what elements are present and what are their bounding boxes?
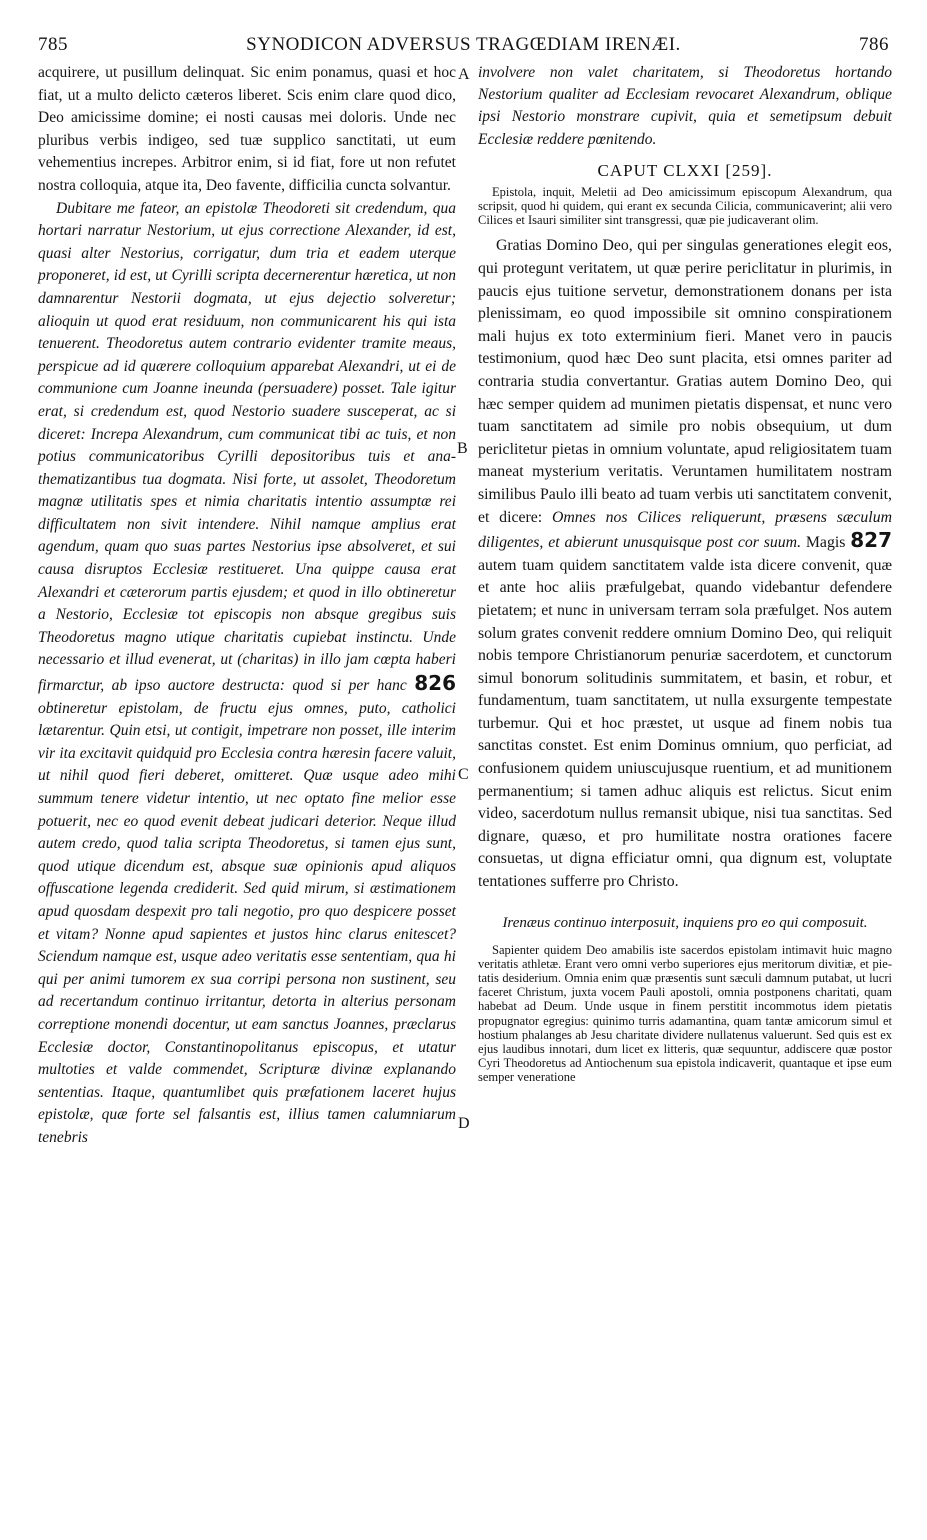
left-column — [38, 62, 456, 1150]
commentary-paragraph: Sapienter quidem Deo amabilis iste sacerdos epistolam intimavit huic magno veritatis athletæ. Erant vero omni verbo superiores ejus meritorum divitiæ, et pietatis desiderium. Omnia enim quæ præsentis sunt sæculi damnum putabat, ut lucri faceret Christum, juxta vocem Pauli apostoli, omnia postponens charitati, quam habebat ad Deum. Unde usque in finem perstitit incommotus idem pietatis propugnator egregius: quinimo turris adamantina, quam tantæ amicorum simul et hostium phalanges ab Jesu charitate dividere nullatenus valuerunt. Sed quis est ex ejus laudibus innotari, dum licet ex litteris, quæ sequuntur, addiscere quæ postor Cyri Theodoretus ad Antiochenum sua epistola indicaverit, quantaque et ipse eum semper veneratione — [478, 942, 892, 1085]
letter-body-part-2: autem tuam quidem sanctitatem valde ista dicere convenit, quæ et ante hoc aliis præfulgebat, quando videbantur defendere pietatem; et nunc in universam terram sola præfulget. Nos autem solum grates convenit reddere omnium Domino Deo, qui reliquit nobis tempore Christianorum penuriæ sacerdotem, et cunctorum simul bonorum solitudinis summitatem, et basin, et robur, et fundamentum, tuam sanctitatem, ut nulla exsurgente tempestate turbemur. Qui et hoc præstet, ut usque ad finem nobis tua sanctitas constet. Est enim Dominus omnium, quo perficiat, ad confusionem quidem uniuscujusque ruentium, et ad munitionem permanentium; si tamen adhuc aliquis est relictus. Sicut enim video, sacerdotum nullus remansit ubique, nisi tua sanctitas. Sed dignare, quæso, et pro humilitate nostra orationes facere consuetas, ut digna efficiatur omni, qua dignum est, voluptate tentationes sufferre pro Christo. — [478, 556, 892, 891]
chapter-summary — [478, 185, 892, 228]
letter-magis: Magis — [805, 534, 846, 552]
right-paragraph-top: involvere non valet charitatem, si Theodoretus hortando Nestorium qualiter ad Ecclesiam revocaret Alexandrum, oblique ipsi Nestorio monstrare cupivit, quia et semetipsum debuit Ecclesiæ reddere pœnitendo. — [478, 64, 892, 148]
column-number-827: 827 — [850, 528, 892, 553]
margin-letter-c: C — [458, 766, 469, 783]
running-header — [30, 34, 897, 56]
summary-lead: Epistola, inquit, — [492, 184, 575, 199]
letter-body — [478, 235, 892, 893]
page-number-right: 786 — [859, 34, 889, 55]
letter-quote: Omnes nos Cilices reliquerunt, præsens sæculum diligentes, et abierunt unusquisque post cor suum. — [478, 508, 892, 552]
letter-body-part-1: Gratias Domino Deo, qui per singulas generationes elegit eos, qui protegunt veritatem, ut quæ perire periclitatur in plurimis, in paucis ejus tuitione servetur, demonstrationem donans per ista plenissimam, eo quod impossibile sit omnino conspirationem mali hujus ex toto exterminium fieri. Manet vero in paucis testimonium, quod hæc Deo sunt placita, etsi omnes pariter ad contraria studia convertantur. Gratias autem Domino Deo, qui hæc semper quidem ad munimen pietatis dispensat, et nunc vero tuam sanctitatem ad simile pro nobis obsequium, ut dum periclitetur pietas in omnium voluntate, apud religiositatem tuam maneat mysterium veritatis. Veruntamen humilitatem nostram similibus Paulo illi beato ad tuam verbis uti sanctitatem convenit, et dicere: — [478, 237, 892, 526]
margin-letter-a: A — [458, 66, 470, 83]
page-number-left: 785 — [38, 34, 68, 55]
left-paragraph-2 — [38, 198, 456, 1150]
right-column — [478, 62, 892, 1085]
running-title: SYNODICON ADVERSUS TRAGŒDIAM IRENÆI. — [246, 34, 681, 55]
summary-text: Meletii ad Deo amicissimum episcopum Alexandrum, qua scripsit, quod hi quidem, qui erant ex secunda Cilicia, communicaverint; alii vero Cilices et Isauri similiter sint transgressi, quæ pie judicaverant olim. — [478, 184, 893, 228]
margin-letter-b: B — [457, 440, 468, 457]
column-number-826: 826 — [414, 671, 457, 696]
left-paragraph-2-part-1: Dubitare me fateor, an epistolæ Theodoreti sit credendum, qua hortari narratur Nestorium, ut ejus correctione Alexander, id est, quasi alter Nestorius, corrigatur, dum tria et eadem uterque proponeret, id est, ut Cyrilli scripta decernerentur hæretica, ut non damnarentur Nestorii dogmata, ut ejus dejectio solveretur; alioquin ut quod erat residuum, non communicarent his qui ista tenuerent. Theodoretus autem contrario evidenter tramite meaus, perspicue ad id quærere colloquium apparebat Alexandri, ut ei de communione cum Joanne ineunda (persuadere) posset. Tale igitur erat, si credendum est, quod Nestorio suadere susceperat, ac si diceret: Increpa Alexandrum, cum communicat tibi ac tuis, et non potius communicatoribus Cyrilli depositoribus tuis et anathematizantibus tua dogmata. Nisi forte, ut assolet, Theodoretum magnæ utilitatis spes et nimia charitatis intentio assumptæ rei difficultatem non sivit intendere. Nihil namque amplius erat agendum, quam quo suas partes Nestorius ipse absolveret, et sui causa disruptos Ecclesiæ restitueret. Una quippe causa erat Alexandri et cæterorum partis ejusdem; et quod in illo obtineretur a Nestorio, Ecclesiæ tot episcopis non absque gregibus suis Theodoretus magno utique charitatis cupiebat instinctu. Unde necessario et illud evenerat, ut (charitas) in illo jam cœpta haberi firmarctur, ab ipso auctore destructa: quod si per hanc — [38, 199, 456, 695]
left-paragraph-1: acquirere, ut pusillum delinquat. Sic enim ponamus, quasi et hoc fiat, ut a multo delicto cæteros liberet. Scis enim clare quod dico, Deo amicissime domine; ei nosti causas mei doloris. Unde nec pluribus verbis indigeo, sed tuæ supplico sanctitati, ut eum vehementius increpes. Arbitror enim, si id fiat, fore ut non refutet nostra colloquia, atque ita, Deo favente, difficilia cuncta solvantur. — [38, 64, 456, 194]
margin-letter-d: D — [458, 1115, 470, 1132]
left-paragraph-2-part-2: obtineretur epistolam, de fructu ejus omnes, puto, catholici lætarentur. Quin etsi, ut contigit, impetrare non posset, ille interim vir ita excitavit quidquid pro Ecclesia contra hæresin facere valuit, ut nihil quod fieri deberet, omitteret. Quæ usque adeo mihi summum tenere videtur intentio, ut nec optato fine melior esse potuerit, nec eo quod evenit debeat judicari deterior. Neque illud autem credo, quod talia scripta Theodoretus, si tamen ejus sunt, quod utique dicendum est, absque suæ opinionis apud aliquos offuscatione legenda crediderit. Sed quid mirum, si æstimationem apud quosdam despexit pro tali negotio, pro quo despicere posset et vitam? Nonne apud sapientes et justos hinc clarus enitescet? Sciendum namque est, usque adeo veritatis esse sententiam, qua hi qui per animi tumorem ex sua corripi persona non sustinent, seu ad recertandum continuo irritantur, detorta in alterius personam correptione monendi docentur, ut eam sanctus Joannes, præclarus Ecclesiæ doctor, Constantinopolitanus episcopus, et utatur multoties et valde commendet, Scripturæ divinæ explanando sententias. Itaque, quantumlibet quis præfationem laceret hujus epistolæ, quæ forte sel falsantis est, illius tamen calumniarum tenebris — [38, 699, 456, 1146]
chapter-heading: CAPUT CLXXI [259]. — [597, 160, 773, 180]
section-subheading: Irenæus continuo interposuit, inquiens pro eo qui composuit. — [502, 914, 868, 931]
